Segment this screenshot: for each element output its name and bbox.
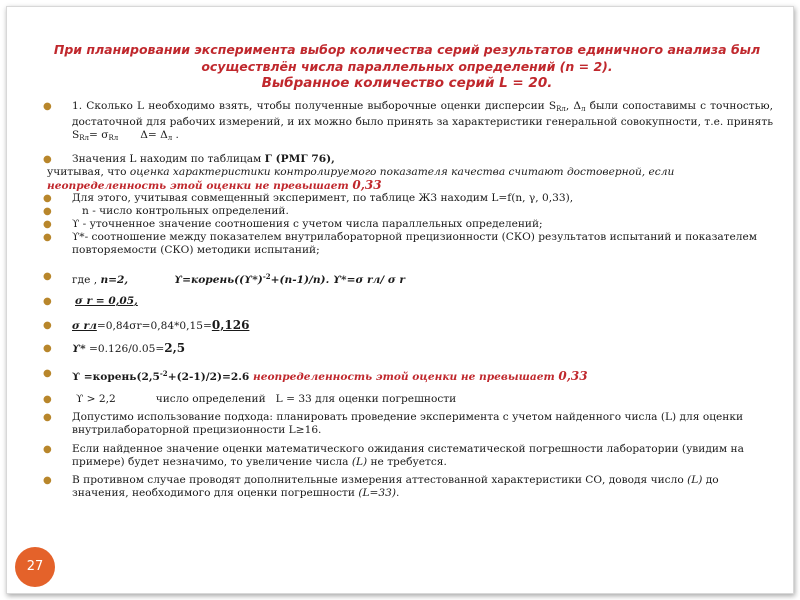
page-number-badge: 27 [15,547,55,587]
bullet-icon: ● [43,296,52,307]
list-item-2: ● Значения L находим по таблицам Г (РМГ 76), [43,153,335,165]
bullet-icon: ● [43,101,52,112]
list-item-4: ● Для этого, учитывая совмещенный эксперимент, по таблице Ж3 находим L=f(n, γ, 0,33), [43,192,574,204]
bullet-icon: ● [43,475,52,486]
list-item-6: ● ϒ - уточненное значение соотношения с учетом числа параллельных определений; [43,218,543,230]
list-item-9: ● σ r = 0,05, [43,295,138,307]
bullet-icon: ● [43,412,52,423]
bullet-icon: ● [43,193,52,204]
list-item-15: ● Если найденное значение оценки математического ожидания систематической погрешности лаборатории (увидим на примере) будет незначимо, то увеличение числа (L) не требуется. [43,443,744,468]
bullet-icon: ● [43,394,52,405]
title-line-3: Выбранное количество серий L = 20. [261,75,553,91]
title-line-2: осуществлён числа параллельных определений (n = 2). [201,59,613,74]
bullet-icon: ● [43,232,52,243]
list-item-10: ● σ rл=0,84σr=0,84*0,15=0,126 [43,318,250,332]
list-item-5: ● n - число контрольных определений. [43,205,289,217]
list-item-11: ● ϒ* =0.126/0.05=2,5 [43,341,186,355]
bullet-icon: ● [43,219,52,230]
bullet-icon: ● [43,368,52,379]
list-item-1: ● 1. Сколько L необходимо взять, чтобы полученные выборочные оценки дисперсии $S_{Rл}$, $\Delta_л$ были сопоставимы с точностью, достаточной для рабочих измерений, и их можно было принять за характеристики генеральной совокупности, т.е. принять $S_{Rл}= \sigma_{Rл}$ $\Delta= \Delta_л$ . [43,100,773,142]
slide-title [47,41,767,92]
list-item-12: ● $ϒ =корень(2,5^{-2}+(2-1)/2)=2.6$ неопределенность этой оценки не превышает 0,33 [43,368,588,383]
bullet-icon: ● [43,271,52,282]
slide [6,6,794,594]
list-item-14: ● Допустимо использование подхода: планировать проведение эксперимента с учетом найденного числа (L) для оценки внутрилабораторной прецизионности L≥16. [43,411,744,436]
list-item-13: ● ϒ > 2,2 число определений L = 33 для оценки погрешности [43,393,457,405]
bullet-icon: ● [43,206,52,217]
bullet-icon: ● [43,444,52,455]
bullet-icon: ● [43,343,52,354]
list-item-7: ● ϒ*- соотношение между показателем внутрилабораторной прецизионности (СКО) результатов испытаний и показателем повторяемости (СКО) методики испытаний; [43,231,758,256]
bullet-icon: ● [43,320,52,331]
list-item-8: ● где , n=2, $ϒ=корень((ϒ*)^{-2}+(n-1)/n)$. ϒ*=σ rл/ σ r [43,271,405,286]
list-item-3: учитывая, что оценка характеристики контролируемого показателя качества считают достоверной, если неопределенность этой оценки не превышает 0,33 [47,166,675,192]
title-line-1: При планировании эксперимента выбор количества серий результатов единичного анализа был [53,42,761,57]
bullet-icon: ● [43,154,52,165]
list-item-16: ● В противном случае проводят дополнительные измерения аттестованной характеристики СО, доводя число (L) до значения, необходимого для оценки погрешности (L=33). [43,474,719,499]
